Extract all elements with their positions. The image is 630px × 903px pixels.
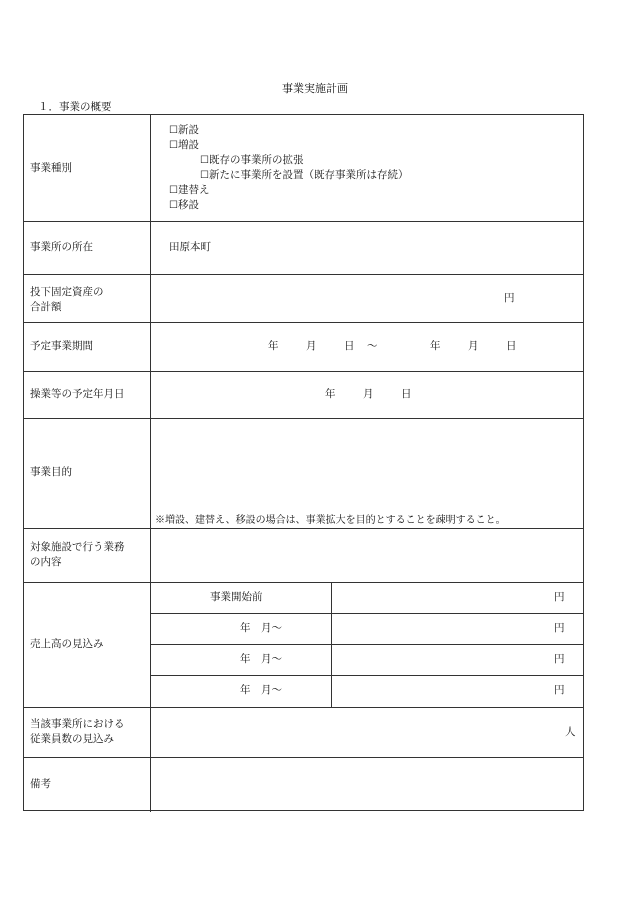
sales-column-divider <box>331 582 332 707</box>
period-end-year: 年 <box>430 340 441 352</box>
option-rebuild-label: 建替え <box>177 184 210 196</box>
checkbox-icon[interactable]: ☐ <box>169 140 178 151</box>
period-end-day: 日 <box>506 340 517 352</box>
staff-label-line2: 従業員数の見込み <box>30 733 114 745</box>
option-expand-new-label: 新たに事業所を設置（既存事業所は存続） <box>208 169 409 181</box>
period-start-month: 月 <box>306 340 317 352</box>
row-divider <box>24 274 583 275</box>
section-heading: １．事業の概要 <box>38 101 112 113</box>
checkbox-icon[interactable]: ☐ <box>200 155 209 166</box>
staff-label-line1: 当該事業所における <box>30 718 125 730</box>
checkbox-icon[interactable]: ☐ <box>169 200 178 211</box>
row-divider <box>24 528 583 529</box>
option-expand-new[interactable] <box>200 168 408 183</box>
row-divider <box>24 582 583 583</box>
assets-label-line1: 投下固定資産の <box>30 286 104 298</box>
sales-row-divider <box>150 613 583 614</box>
period-start-year: 年 <box>268 340 279 352</box>
sales-period-label: 年 月～ <box>240 684 282 696</box>
start-date-label: 操業等の予定年月日 <box>30 388 125 400</box>
checkbox-icon[interactable]: ☐ <box>200 170 209 181</box>
option-expand-existing-label: 既存の事業所の拡張 <box>208 154 304 166</box>
sales-row-divider <box>150 644 583 645</box>
sales-row-divider <box>150 675 583 676</box>
location-label: 事業所の所在 <box>30 241 93 253</box>
option-new-label: 新設 <box>177 124 199 136</box>
sales-period-label: 年 月～ <box>240 622 282 634</box>
checkbox-icon[interactable]: ☐ <box>169 125 178 136</box>
option-expand[interactable] <box>169 138 199 153</box>
type-label: 事業種別 <box>30 162 72 174</box>
row-divider <box>24 757 583 758</box>
option-expand-existing[interactable] <box>200 153 303 168</box>
period-tilde: ～ <box>367 340 378 352</box>
sales-unit: 円 <box>554 653 565 665</box>
period-end-month: 月 <box>468 340 479 352</box>
label-column-divider <box>150 115 151 812</box>
start-month: 月 <box>363 388 374 400</box>
document-title: 事業実施計画 <box>282 82 348 95</box>
row-divider <box>24 322 583 323</box>
row-divider <box>24 371 583 372</box>
plan-table <box>23 114 584 811</box>
sales-period-label: 年 月～ <box>240 653 282 665</box>
option-new[interactable] <box>169 123 199 138</box>
work-label-line2: の内容 <box>30 556 62 568</box>
start-year: 年 <box>325 388 336 400</box>
sales-unit: 円 <box>554 684 565 696</box>
assets-unit: 円 <box>504 292 515 304</box>
row-divider <box>24 418 583 419</box>
sales-before-label: 事業開始前 <box>210 591 263 603</box>
staff-unit: 人 <box>565 726 576 738</box>
sales-unit: 円 <box>554 622 565 634</box>
work-label-line1: 対象施設で行う業務 <box>30 541 125 553</box>
sales-unit: 円 <box>554 591 565 603</box>
remarks-label: 備考 <box>30 778 51 790</box>
period-start-day: 日 <box>344 340 355 352</box>
purpose-label: 事業目的 <box>30 466 72 478</box>
option-expand-label: 増設 <box>177 139 199 151</box>
start-day: 日 <box>401 388 412 400</box>
assets-label-line2: 合計額 <box>30 301 62 313</box>
period-label: 予定事業期間 <box>30 340 93 352</box>
option-rebuild[interactable] <box>169 183 209 198</box>
option-relocate[interactable] <box>169 198 199 213</box>
option-relocate-label: 移設 <box>177 199 199 211</box>
checkbox-icon[interactable]: ☐ <box>169 185 178 196</box>
row-divider <box>24 707 583 708</box>
location-value[interactable]: 田原本町 <box>169 241 211 253</box>
purpose-note: ※増設、建替え、移設の場合は、事業拡大を目的とすることを疎明すること。 <box>155 515 506 526</box>
row-divider <box>24 221 583 222</box>
sales-label: 売上高の見込み <box>30 638 104 650</box>
